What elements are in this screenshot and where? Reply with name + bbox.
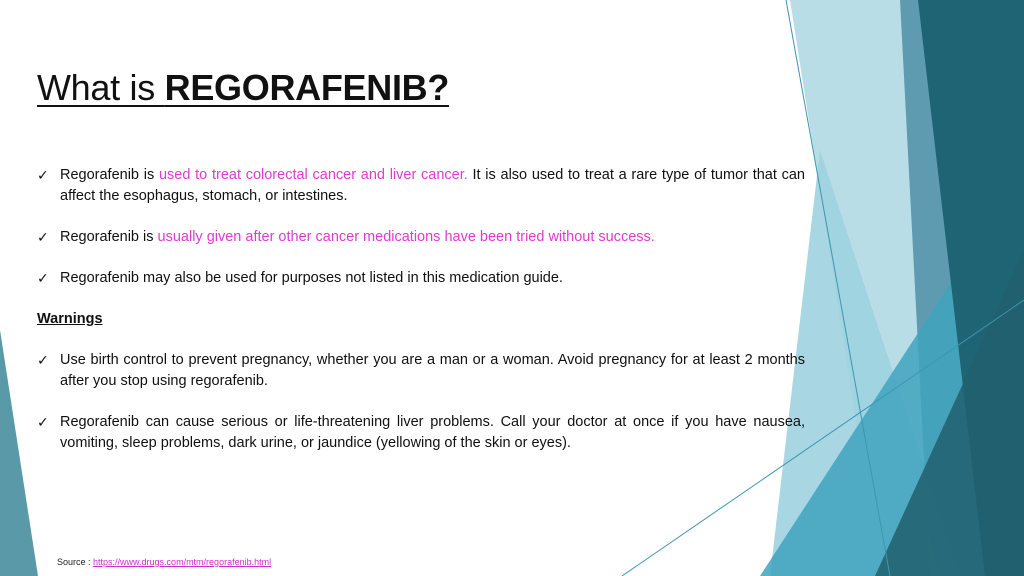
checkmark-icon: ✓ xyxy=(37,229,49,245)
warnings-heading: Warnings xyxy=(37,311,103,327)
list-item: ✓ Regorafenib may also be used for purposes not listed in this medication guide. xyxy=(37,268,805,289)
checkmark-icon: ✓ xyxy=(37,270,49,286)
checkmark-icon: ✓ xyxy=(37,352,49,368)
list-item: ✓ Use birth control to prevent pregnancy, whether you are a man or a woman. Avoid pregnancy for at least 2 months after you stop using regorafenib. xyxy=(37,352,805,389)
page-title: What is REGORAFENIB? xyxy=(37,67,450,108)
checkmark-icon: ✓ xyxy=(37,167,49,183)
left-teal-shape xyxy=(0,330,38,576)
list-item: ✓ Regorafenib is used to treat colorectal cancer and liver cancer. It is also used to treat a rare type of tumor that can affect the esophagus, stomach, or intestines. xyxy=(37,167,805,204)
checkmark-icon: ✓ xyxy=(37,414,49,430)
list-item: ✓ Regorafenib is usually given after other cancer medications have been tried without success. xyxy=(37,227,805,248)
list-item: ✓ Regorafenib can cause serious or life-threatening liver problems. Call your doctor at once if you have nausea, vomiting, sleep problems, dark urine, or jaundice (yellowing of the skin or eyes). xyxy=(37,414,805,451)
source-citation: Source : https://www.drugs.com/mtm/regorafenib.html xyxy=(57,557,272,567)
content-body xyxy=(37,165,805,454)
source-link[interactable]: https://www.drugs.com/mtm/regorafenib.html xyxy=(93,557,272,567)
